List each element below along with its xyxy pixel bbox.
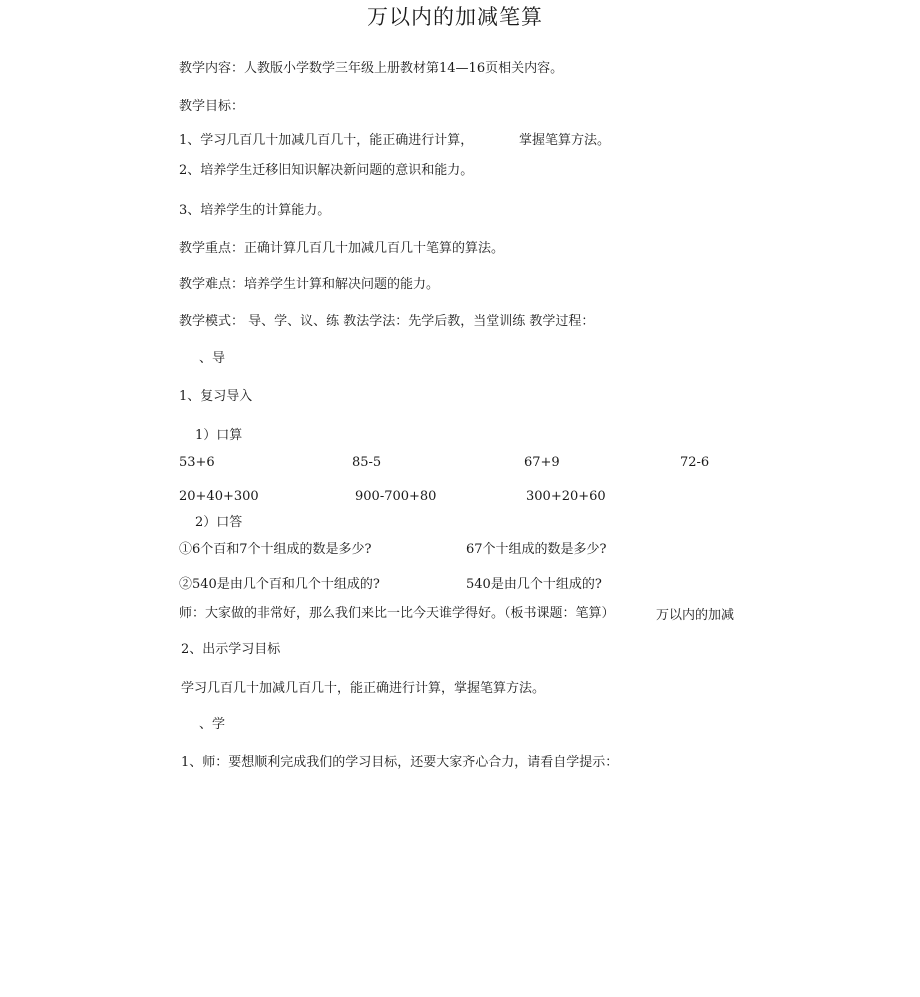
section-learn: 、学 <box>199 717 226 732</box>
goal-1: 1、学习几百几十加减几百几十，能正确进行计算， <box>179 133 474 148</box>
teaching-content: 教学内容：人教版小学数学三年级上册教材第14—16页相关内容。 <box>179 61 564 76</box>
review-intro: 1、复习导入 <box>179 389 253 404</box>
teaching-mode: 教学模式： 导、学、议、练 教法学法：先学后教，当堂训练 教学过程： <box>179 314 595 329</box>
show-goal-heading: 2、出示学习目标 <box>181 642 281 657</box>
calc-item: 72-6 <box>680 455 710 470</box>
goal-text: 学习几百几十加减几百几十，能正确进行计算，掌握笔算方法。 <box>181 681 546 696</box>
section-guide: 、导 <box>199 351 226 366</box>
goal-3: 3、培养学生的计算能力。 <box>179 203 331 218</box>
question-1b: 67个十组成的数是多少? <box>466 542 607 557</box>
difficulty: 教学难点：培养学生计算和解决问题的能力。 <box>179 277 440 292</box>
question-1: ①6个百和7个十组成的数是多少? <box>179 542 372 557</box>
teacher-line-continued: 万以内的加减 <box>656 608 735 623</box>
oral-answer-label: 2）口答 <box>195 515 243 530</box>
self-study-prompt: 1、师：要想顺利完成我们的学习目标，还要大家齐心合力，请看自学提示： <box>181 755 619 770</box>
key-point: 教学重点：正确计算几百几十加减几百几十笔算的算法。 <box>179 241 505 256</box>
calc-item: 20+40+300 <box>179 489 259 504</box>
calc-item: 85-5 <box>352 455 382 470</box>
goals-label: 教学目标： <box>179 99 245 114</box>
goal-2: 2、培养学生迁移旧知识解决新问题的意识和能力。 <box>179 163 474 178</box>
goal-1-continued: 掌握笔算方法。 <box>519 133 611 148</box>
calc-item: 67+9 <box>524 455 560 470</box>
page-title: 万以内的加减笔算 <box>367 5 543 29</box>
calc-item: 900-700+80 <box>355 489 437 504</box>
question-2b: 540是由几个十组成的? <box>466 577 602 592</box>
question-2: ②540是由几个百和几个十组成的? <box>179 577 380 592</box>
oral-calc-label: 1）口算 <box>195 428 243 443</box>
calc-item: 300+20+60 <box>526 489 606 504</box>
calc-item: 53+6 <box>179 455 215 470</box>
teacher-line: 师：大家做的非常好，那么我们来比一比今天谁学得好。（板书课题：笔算） <box>179 606 615 621</box>
